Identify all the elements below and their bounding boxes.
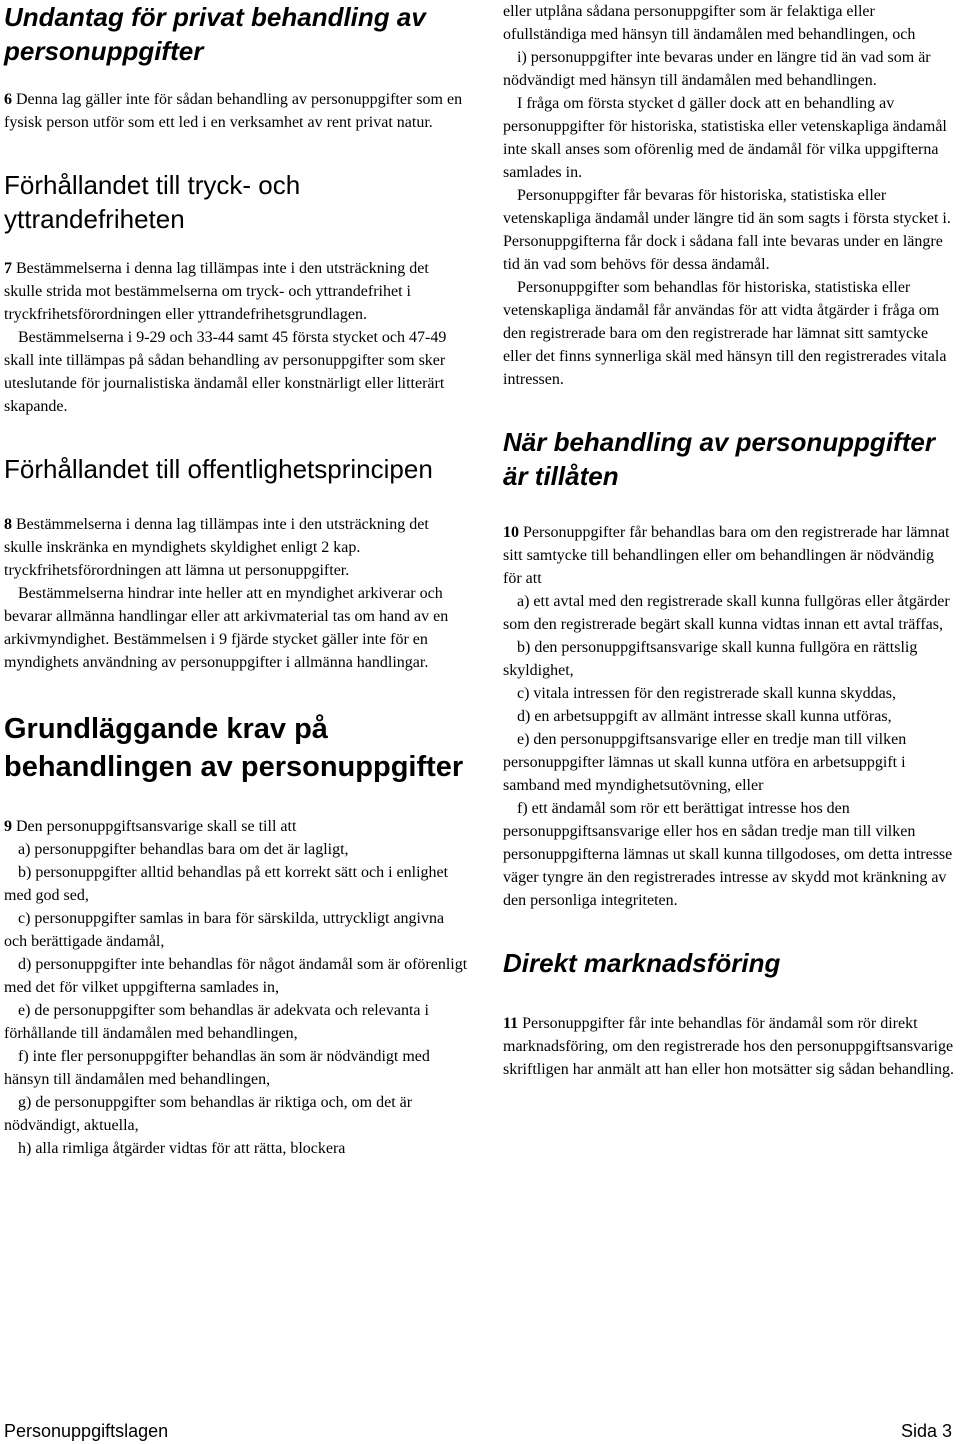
section-10-item-b: b) den personuppgiftsansvarige skall kunna fullgöra en rättslig skyldighet, <box>503 639 918 679</box>
section-9-item-d: d) personuppgifter inte behandlas för något ändamål som är oförenligt med det för vilket uppgifterna samlades in, <box>4 956 468 996</box>
section-8-paragraph-2: Bestämmelserna hindrar inte heller att en myndighet arkiverar och bevarar allmänna handlingar eller att arkivmaterial tas om hand av en arkivmyndighet. Bestämmelsen i 9 fjärde stycket gäller inte för en myndighets användning av personuppgifter i allmänna handlingar. <box>4 585 449 671</box>
section-11: 11 Personuppgifter får inte behandlas för ändamål som rör direkt marknadsföring, om den registrerade hos den personuppgiftsansvarige skriftligen har anmält att han eller hon motsätter sig sådan behandling. <box>503 1015 954 1078</box>
section-number: 6 <box>4 91 12 108</box>
section-10-item-c: c) vitala intressen för den registrerade skall kunna skyddas, <box>517 685 896 702</box>
section-9-paragraph-4: Personuppgifter som behandlas för historiska, statistiska eller vetenskapliga ändamål får användas för att vidta åtgärder i fråga om den registrerade bara om den registrerade har lämnat sitt samtycke eller det finns synnerliga skäl med hänsyn till den registrerades vitala intressen. <box>503 279 947 388</box>
section-9-item-f: f) inte fler personuppgifter behandlas än som är nödvändigt med hänsyn till ändamålen med behandlingen, <box>4 1048 430 1088</box>
section-8: 8 Bestämmelserna i denna lag tillämpas inte i den utsträckning det skulle inskränka en myndighets skyldighet enligt 2 kap. tryckfrihetsförordningen att lämna ut personuppgifter. <box>4 516 429 579</box>
heading-direct-marketing: Direkt marknadsföring <box>503 948 781 978</box>
section-7: 7 Bestämmelserna i denna lag tillämpas inte i den utsträckning det skulle strida mot bestämmelserna om tryck- och yttrandefrihet i tryckfrihetsförordningen eller yttrandefrihetsgrundlagen. <box>4 260 429 323</box>
section-9-item-h: h) alla rimliga åtgärder vidtas för att rätta, blockera <box>18 1140 346 1157</box>
section-9-item-a: a) personuppgifter behandlas bara om det är lagligt, <box>18 841 349 858</box>
section-9-item-e: e) de personuppgifter som behandlas är adekvata och relevanta i förhållande till ändamålen med behandlingen, <box>4 1002 429 1042</box>
footer-page-number: Sida 3 <box>900 1421 952 1441</box>
section-10: 10 Personuppgifter får behandlas bara om den registrerade har lämnat sitt samtycke till behandlingen eller om behandlingen är nödvändig för att <box>503 524 950 587</box>
heading-basic-requirements: Grundläggande krav på behandlingen av personuppgifter <box>4 713 464 783</box>
section-number: 7 <box>4 260 12 277</box>
left-column <box>4 0 470 1160</box>
footer-document-title: Personuppgiftslagen <box>4 1421 169 1441</box>
section-number: 8 <box>4 516 12 533</box>
section-9-item-c: c) personuppgifter samlas in bara för särskilda, uttryckligt angivna och berättigade ändamål, <box>4 910 445 950</box>
section-9-continued: eller utplåna sådana personuppgifter som är felaktiga eller ofullständiga med hänsyn till ändamålen med behandlingen, och <box>503 3 916 43</box>
section-9: 9 Den personuppgiftsansvarige skall se till att <box>4 818 297 835</box>
page-footer <box>4 1420 952 1442</box>
right-column <box>503 0 956 1081</box>
heading-private-processing: Undantag för privat behandling av personuppgifter <box>4 2 426 66</box>
section-7-paragraph-2: Bestämmelserna i 9-29 och 33-44 samt 45 första stycket och 47-49 skall inte tillämpas på sådan behandling av personuppgifter som sker uteslutande för journalistiska ändamål eller konstnärligt eller litterärt skapande. <box>4 329 447 415</box>
section-9-paragraph-2: I fråga om första stycket d gäller dock att en behandling av personuppgifter för historiska, statistiska eller vetenskapliga ändamål inte skall anses som oförenlig med de ändamål för vilka uppgifterna samlades in. <box>503 95 947 181</box>
heading-publicity-principle: Förhållandet till offentlighetsprincipen <box>4 454 433 484</box>
section-number: 9 <box>4 818 12 835</box>
heading-when-permitted: När behandling av personuppgifter är tillåten <box>503 427 935 491</box>
section-number: 10 <box>503 524 519 541</box>
section-9-item-g: g) de personuppgifter som behandlas är riktiga och, om det är nödvändigt, aktuella, <box>4 1094 413 1134</box>
section-number: 11 <box>503 1015 519 1032</box>
section-10-item-a: a) ett avtal med den registrerade skall kunna fullgöras eller åtgärder som den registrerade begärt skall kunna vidtas innan ett avtal träffas, <box>503 593 950 633</box>
section-10-item-e: e) den personuppgiftsansvarige eller en tredje man till vilken personuppgifter lämnas ut skall kunna utföra en arbetsuppgift i samband med myndighetsutövning, eller <box>503 731 907 794</box>
section-9-item-i: i) personuppgifter inte bevaras under en längre tid än vad som är nödvändigt med hänsyn till ändamålen med behandlingen. <box>503 49 931 89</box>
section-6: 6 Denna lag gäller inte för sådan behandling av personuppgifter som en fysisk person utför som ett led i en verksamhet av rent privat natur. <box>4 91 463 131</box>
section-10-item-f: f) ett ändamål som rör ett berättigat intresse hos den personuppgiftsansvarige eller hos en sådan tredje man till vilken personuppgifterna lämnas ut skall kunna tillgodoses, om detta intresse väger tyngre än den registrerades intresse av skydd mot kränkning av den personliga integriteten. <box>503 800 953 909</box>
section-9-item-b: b) personuppgifter alltid behandlas på ett korrekt sätt och i enlighet med god sed, <box>4 864 449 904</box>
section-9-paragraph-3: Personuppgifter får bevaras för historiska, statistiska eller vetenskapliga ändamål under längre tid än som sagts i första stycket i. Personuppgifterna får dock i sådana fall inte bevaras under en längre tid än vad som behövs för dessa ändamål. <box>503 187 951 273</box>
heading-press-freedom: Förhållandet till tryck- och yttrandefriheten <box>4 170 301 234</box>
section-10-item-d: d) en arbetsuppgift av allmänt intresse skall kunna utföras, <box>517 708 892 725</box>
